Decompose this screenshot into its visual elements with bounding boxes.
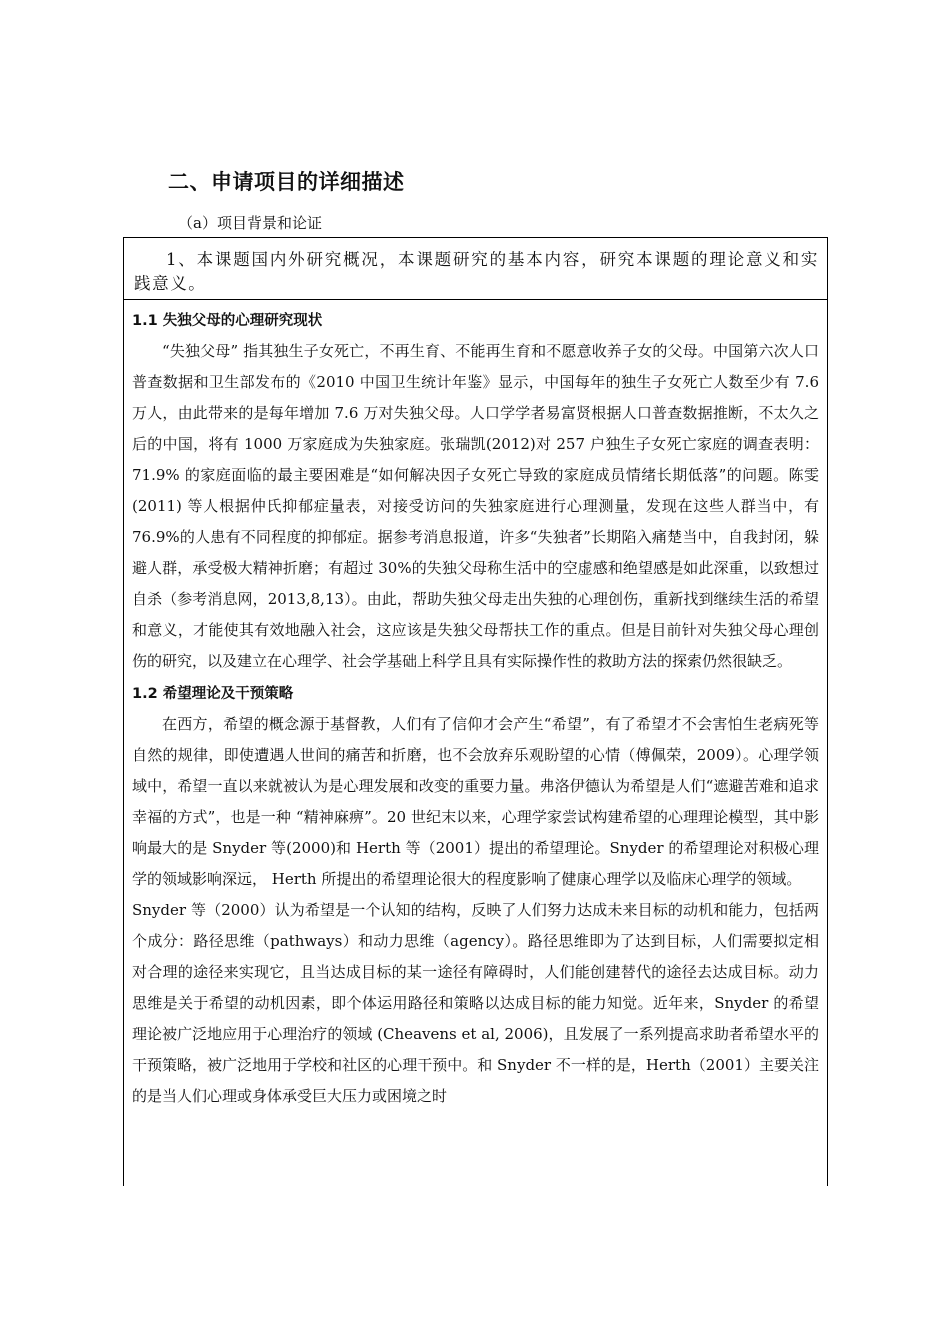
- section-title-1-1: 1.1 失独父母的心理研究现状: [132, 313, 323, 329]
- page-heading: 二、申请项目的详细描述: [168, 170, 405, 194]
- answer-cell: [124, 300, 827, 1112]
- paragraph: “失独父母” 指其独生子女死亡，不再生育、不能再生育和不愿意收养子女的父母。中国第六次人口普查数据和卫生部发布的《2010 中国卫生统计年鉴》显示，中国每年的独生子女死亡人数至少有 7.6 万人，由此带来的是每年增加 7.6 万对失独父母。人口学学者易富贤根据人口普查数据推断，不太久之后的中国，将有 1000 万家庭成为失独家庭。张瑞凯(2012)对 257 户独生子女死亡家庭的调查表明： 71.9% 的家庭面临的最主要困难是“如何解决因子女死亡导致的家庭成员情绪长期低落”的问题。陈雯(2011) 等人根据仲氏抑郁症量表，对接受访问的失独家庭进行心理测量，发现在这些人群当中，有 76.9%的人患有不同程度的抑郁症。据参考消息报道，许多“失独者”长期陷入痛楚当中，自我封闭，躲避人群，承受极大精神折磨；有超过 30%的失独父母称生活中的空虚感和绝望感是如此深重，以致想过自杀（参考消息网，2013,8,13）。由此，帮助失独父母走出失独的心理创伤，重新找到继续生活的希望和意义，才能使其有效地融入社会，这应该是失独父母帮扶工作的重点。但是目前针对失独父母心理创伤的研究，以及建立在心理学、社会学基础上科学且具有实际操作性的救助方法的探索仍然很缺乏。: [132, 342, 819, 670]
- paragraph: Snyder 等（2000）认为希望是一个认知的结构，反映了人们努力达成未来目标的动机和能力，包括两个成分：路径思维（pathways）和动力思维（agency）。路径思维即为了达到目标，人们需要拟定相对合理的途径来实现它，且当达成目标的某一途径有障碍时，人们能创建替代的途径去达成目标。动力思维是关于希望的动机因素，即个体运用路径和策略以达成目标的能力知觉。近年来，Snyder 的希望理论被广泛地应用于心理治疗的领域 (Cheavens et al, 2006)，且发展了一系列提高求助者希望水平的干预策略，被广泛地用于学校和社区的心理干预中。和 Snyder 不一样的是，Herth（2001）主要关注的是当人们心理或身体承受巨大压力或困境之时: [132, 901, 819, 1105]
- section-subheading: （a）项目背景和论证: [178, 214, 322, 232]
- prompt-cell: [124, 238, 827, 300]
- prompt-text: 1、本课题国内外研究概况，本课题研究的基本内容，研究本课题的理论意义和实践意义。: [134, 250, 819, 293]
- content-table: [123, 237, 828, 1186]
- section-title-1-2: 1.2 希望理论及干预策略: [132, 686, 294, 702]
- paragraph: 在西方，希望的概念源于基督教，人们有了信仰才会产生“希望”，有了希望才不会害怕生老病死等自然的规律，即使遭遇人世间的痛苦和折磨，也不会放弃乐观盼望的心情（傅佩荣，2009）。心理学领域中，希望一直以来就被认为是心理发展和改变的重要力量。弗洛伊德认为希望是人们“遮避苦难和追求幸福的方式”，也是一种 “精神麻痹”。20 世纪末以来，心理学家尝试构建希望的心理理论模型，其中影响最大的是 Snyder 等(2000)和 Herth 等（2001）提出的希望理论。Snyder 的希望理论对积极心理学的领域影响深远， Herth 所提出的希望理论很大的程度影响了健康心理学以及临床心理学的领域。: [132, 715, 819, 888]
